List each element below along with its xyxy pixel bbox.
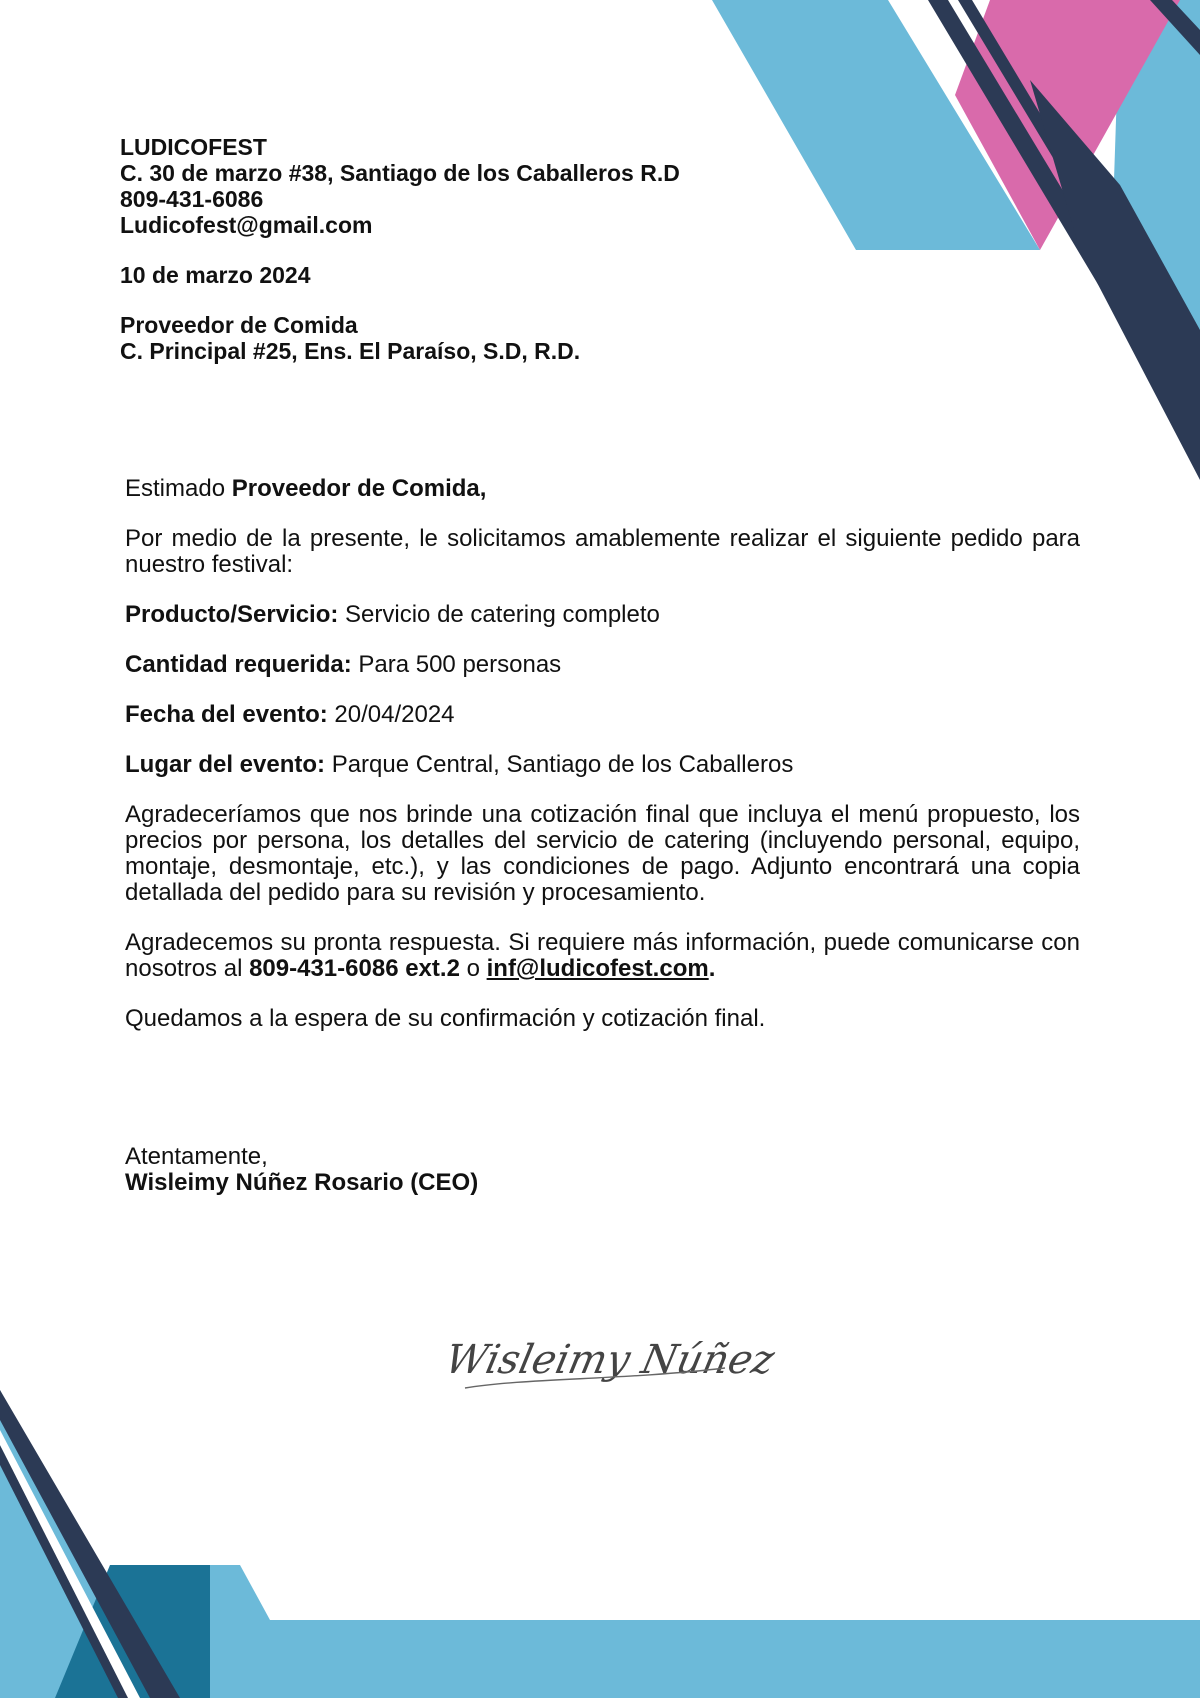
valediction: Atentamente, bbox=[125, 1143, 268, 1170]
waiting-paragraph: Quedamos a la espera de su confirmación y cotización final. bbox=[125, 1005, 766, 1032]
signature-text: Wisleimy Núñez bbox=[441, 1335, 779, 1383]
company-phone: 809-431-6086 bbox=[120, 186, 264, 212]
header-decoration bbox=[0, 0, 1200, 480]
recipient-block bbox=[120, 312, 580, 364]
detail-label: Fecha del evento: bbox=[125, 701, 328, 728]
detail-location bbox=[125, 752, 1080, 778]
detail-value: Para 500 personas bbox=[351, 651, 562, 678]
quote-request-paragraph: Agradeceríamos que nos brinde una cotización final que incluya el menú propuesto, los precios por persona, los detalles del servicio de catering (incluyendo personal, equipo, montaje, desmontaje, etc.), y las condiciones de pago. Adjunto encontrará una copia detallada del pedido para su revisión y procesamiento. bbox=[125, 801, 1080, 906]
detail-quantity bbox=[125, 652, 1080, 678]
detail-label: Producto/Servicio: bbox=[125, 601, 339, 628]
greeting-name: Proveedor de Comida, bbox=[231, 475, 487, 502]
greeting-prefix: Estimado bbox=[125, 475, 232, 502]
detail-product bbox=[125, 602, 1080, 628]
footer-decoration bbox=[0, 1390, 1200, 1698]
contact-email-link[interactable]: inf@ludicofest.com bbox=[486, 955, 709, 982]
contact-phone: 809-431-6086 ext.2 bbox=[249, 955, 460, 982]
signer-name: Wisleimy Núñez Rosario (CEO) bbox=[125, 1169, 479, 1196]
letter-date: 10 de marzo 2024 bbox=[120, 262, 311, 288]
company-email: Ludicofest@gmail.com bbox=[120, 212, 373, 238]
intro-paragraph: Por medio de la presente, le solicitamos amablemente realizar el siguiente pedido para nuestro festival: bbox=[125, 525, 1080, 578]
recipient-name: Proveedor de Comida bbox=[120, 312, 358, 338]
handwritten-signature bbox=[441, 1318, 779, 1408]
contact-paragraph bbox=[125, 930, 1080, 982]
letter-body bbox=[125, 476, 1080, 1056]
detail-date bbox=[125, 702, 1080, 728]
recipient-address: C. Principal #25, Ens. El Paraíso, S.D, R.D. bbox=[120, 338, 581, 364]
detail-value: Parque Central, Santiago de los Caballeros bbox=[325, 751, 794, 778]
company-name: LUDICOFEST bbox=[120, 134, 267, 160]
greeting bbox=[125, 476, 1080, 502]
detail-label: Lugar del evento: bbox=[125, 751, 326, 778]
contact-connector: o bbox=[459, 955, 487, 982]
closing-block bbox=[125, 1144, 478, 1196]
detail-value: Servicio de catering completo bbox=[338, 601, 660, 628]
detail-label: Cantidad requerida: bbox=[125, 651, 352, 678]
contact-text: Agradecemos su pronta respuesta. Si requiere más información, puede comunicarse con nosotros al bbox=[125, 929, 1080, 982]
company-address: C. 30 de marzo #38, Santiago de los Caballeros R.D bbox=[120, 160, 680, 186]
sender-block bbox=[120, 134, 680, 238]
light-blue-bottom-tab bbox=[210, 1565, 270, 1620]
detail-value: 20/04/2024 bbox=[327, 701, 455, 728]
contact-end: . bbox=[708, 955, 716, 982]
